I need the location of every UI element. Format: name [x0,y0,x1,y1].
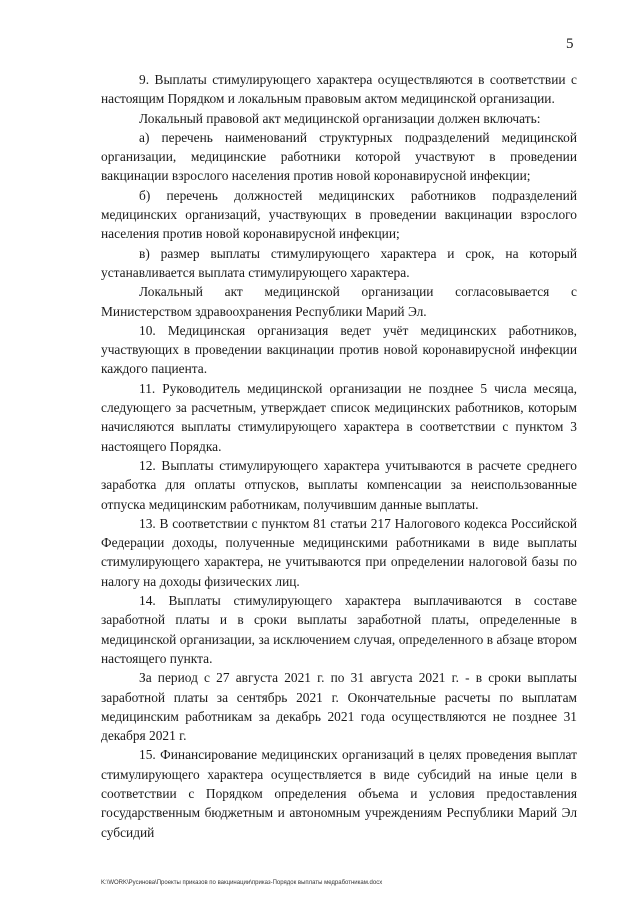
paragraph-9: 9. Выплаты стимулирующего характера осуществляются в соответствии с настоящим Порядком и локальным правовым актом медицинской организации. [101,72,577,107]
paragraph-local-act-intro: Локальный правовой акт медицинской организации должен включать: [139,110,541,126]
paragraph-10: 10. Медицинская организация ведет учёт медицинских работников, участвующих в проведении вакцинации против новой коронавирусной инфекции каждого пациента. [101,322,577,377]
paragraph-13: 13. В соответствии с пунктом 81 статьи 217 Налогового кодекса Российской Федерации доходы, полученные медицинскими работниками в виде выплаты стимулирующего характера, не учитываются при определении налоговой базы по налогу на доходы физических лиц. [101,515,577,589]
paragraph-11: 11. Руководитель медицинской организации не позднее 5 числа месяца, следующего за расчетным, утверждает список медицинских работников, которым начисляются выплаты стимулирующего характера в соответствии с пунктом 3 настоящего Порядка. [101,380,577,454]
footer-file-path: K:\WORK\Русинова\Проекты приказов по вакцинации\приказ-Порядок выплаты медработникам.docx [101,880,383,886]
paragraph-item-b: б) перечень должностей медицинских работников подразделений медицинских организаций, участвующих в проведении вакцинации взрослого населения против новой коронавирусной инфекции; [101,187,577,242]
paragraph-15: 15. Финансирование медицинских организаций в целях проведения выплат стимулирующего характера осуществляется в виде субсидий на иные цели в соответствии с Порядком определения объема и условия предоставления государственным бюджетным и автономным учреждениям Республики Марий Эл субсидий [101,747,577,840]
page-number: 5 [566,36,574,52]
paragraph-14-period: За период с 27 августа 2021 г. по 31 августа 2021 г. - в сроки выплаты заработной платы за сентябрь 2021 г. Окончательные расчеты по выплатам медицинским работникам за декабрь 2021 года осуществляются не позднее 31 декабря 2021 г. [101,670,577,744]
paragraph-item-c: в) размер выплаты стимулирующего характера и срок, на который устанавливается выплата стимулирующего характера. [101,245,577,280]
document-body [101,70,577,842]
paragraph-local-act-approval: Локальный акт медицинской организации согласовывается с Министерством здравоохранения Республики Марий Эл. [101,284,577,319]
paragraph-12: 12. Выплаты стимулирующего характера учитываются в расчете среднего заработка для оплаты отпусков, выплаты компенсации за неиспользованные отпуска медицинским работникам, получившим данные выплаты. [101,457,577,512]
paragraph-14: 14. Выплаты стимулирующего характера выплачиваются в составе заработной платы и в сроки выплаты заработной платы, определенные в медицинской организации, за исключением случая, определенного в абзаце втором настоящего пункта. [101,593,577,666]
paragraph-item-a: а) перечень наименований структурных подразделений медицинской организации, медицинские работники которой участвуют в проведении вакцинации взрослого населения против новой коронавирусной инфекции; [101,129,577,184]
